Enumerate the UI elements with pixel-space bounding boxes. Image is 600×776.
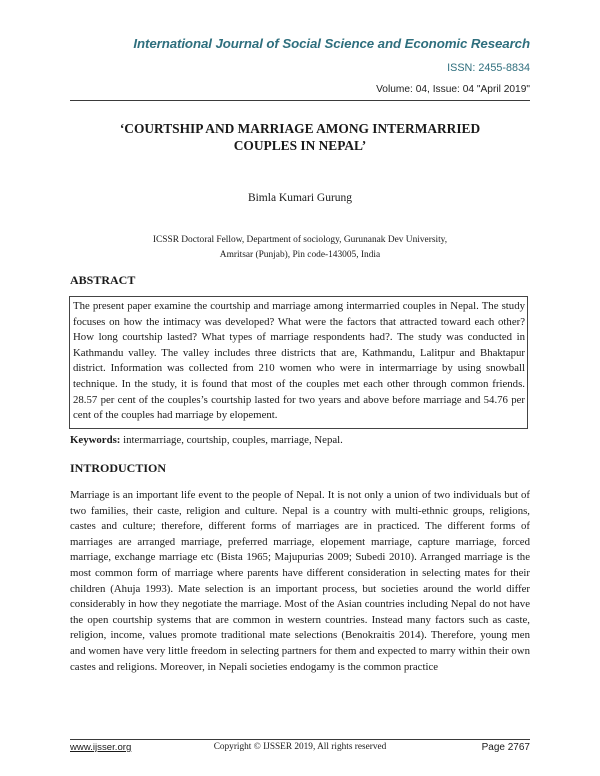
footer-website-link[interactable]: www.ijsser.org <box>70 742 132 753</box>
volume-issue: Volume: 04, Issue: 04 "April 2019" <box>376 84 530 95</box>
paper-title <box>70 120 530 154</box>
journal-name: International Journal of Social Science and Economic Research <box>133 36 530 51</box>
footer-page-number: Page 2767 <box>481 742 530 753</box>
paper-title-line-1: ‘COURTSHIP AND MARRIAGE AMONG INTERMARRIED <box>119 121 481 136</box>
introduction-heading: INTRODUCTION <box>70 461 167 475</box>
keywords-line <box>70 434 530 446</box>
footer-divider <box>70 739 530 740</box>
abstract-box <box>69 296 528 429</box>
header-divider <box>70 100 530 101</box>
abstract-text: The present paper examine the courtship and marriage among intermarried couples in Nepal. The study focuses on how the intimacy was developed? What were the factors that attracted toward each other? How long courtship lasted? What types of marriage respondents had?. The study was conducted in Kathmandu valley. The valley includes three districts that are, Kathmandu, Lalitpur and Bhaktapur district. Information was collected from 210 women who were in intermarriage by using snowball technique. In the study, it is found that most of the couples met each other through common friends. 28.57 per cent of the couples’s courtship lasted for two years and above before marriage and 54.76 per cent of the couples had marriage by elopement. <box>73 300 525 422</box>
keywords-label: Keywords: <box>70 434 121 446</box>
affiliation-line-2: Amritsar (Punjab), Pin code-143005, India <box>219 250 381 260</box>
paper-title-line-2: COUPLES IN NEPAL’ <box>233 138 367 153</box>
abstract-heading: ABSTRACT <box>70 273 136 287</box>
page-footer <box>70 742 530 756</box>
keywords-text: intermarriage, courtship, couples, marriage, Nepal. <box>120 434 343 446</box>
issn-number: ISSN: 2455-8834 <box>447 62 530 74</box>
introduction-text: Marriage is an important life event to the people of Nepal. It is not only a union of two individuals but of two families, their caste, religion and culture. Nepal is a country with multi-ethnic groups, religions, castes and culture; therefore, different forms of marriages are in practiced. The different forms of marriages are arranged marriage, preferred marriage, elopement marriage, capture marriage, forced marriage, exchange marriage etc (Bista 1965; Majupurias 2009; Subedi 2010). Arranged marriage is the most common form of marriage where parents have different consideration in selecting mates for their children (Ahuja 1993). Mate selection is an important process, but societies around the world differ considerably in how they negotiate the marriage. Most of the Asian countries including Nepal do not have the open courtship systems that are common in western countries. Instead many factors such as caste, religion, income, values promote traditional mate selections (Benokraitis 2014). Therefore, young men and women have very little freedom in selecting partners for them and expected to marry within their own castes and religions. Moreover, in Nepali societies endogamy is the common practice <box>70 489 530 673</box>
affiliation-line-1: ICSSR Doctoral Fellow, Department of sociology, Gurunanak Dev University, <box>152 235 448 245</box>
author-affiliation <box>70 233 530 263</box>
footer-copyright: Copyright © IJSSER 2019, All rights reserved <box>213 742 387 752</box>
author-name: Bimla Kumari Gurung <box>247 192 353 204</box>
